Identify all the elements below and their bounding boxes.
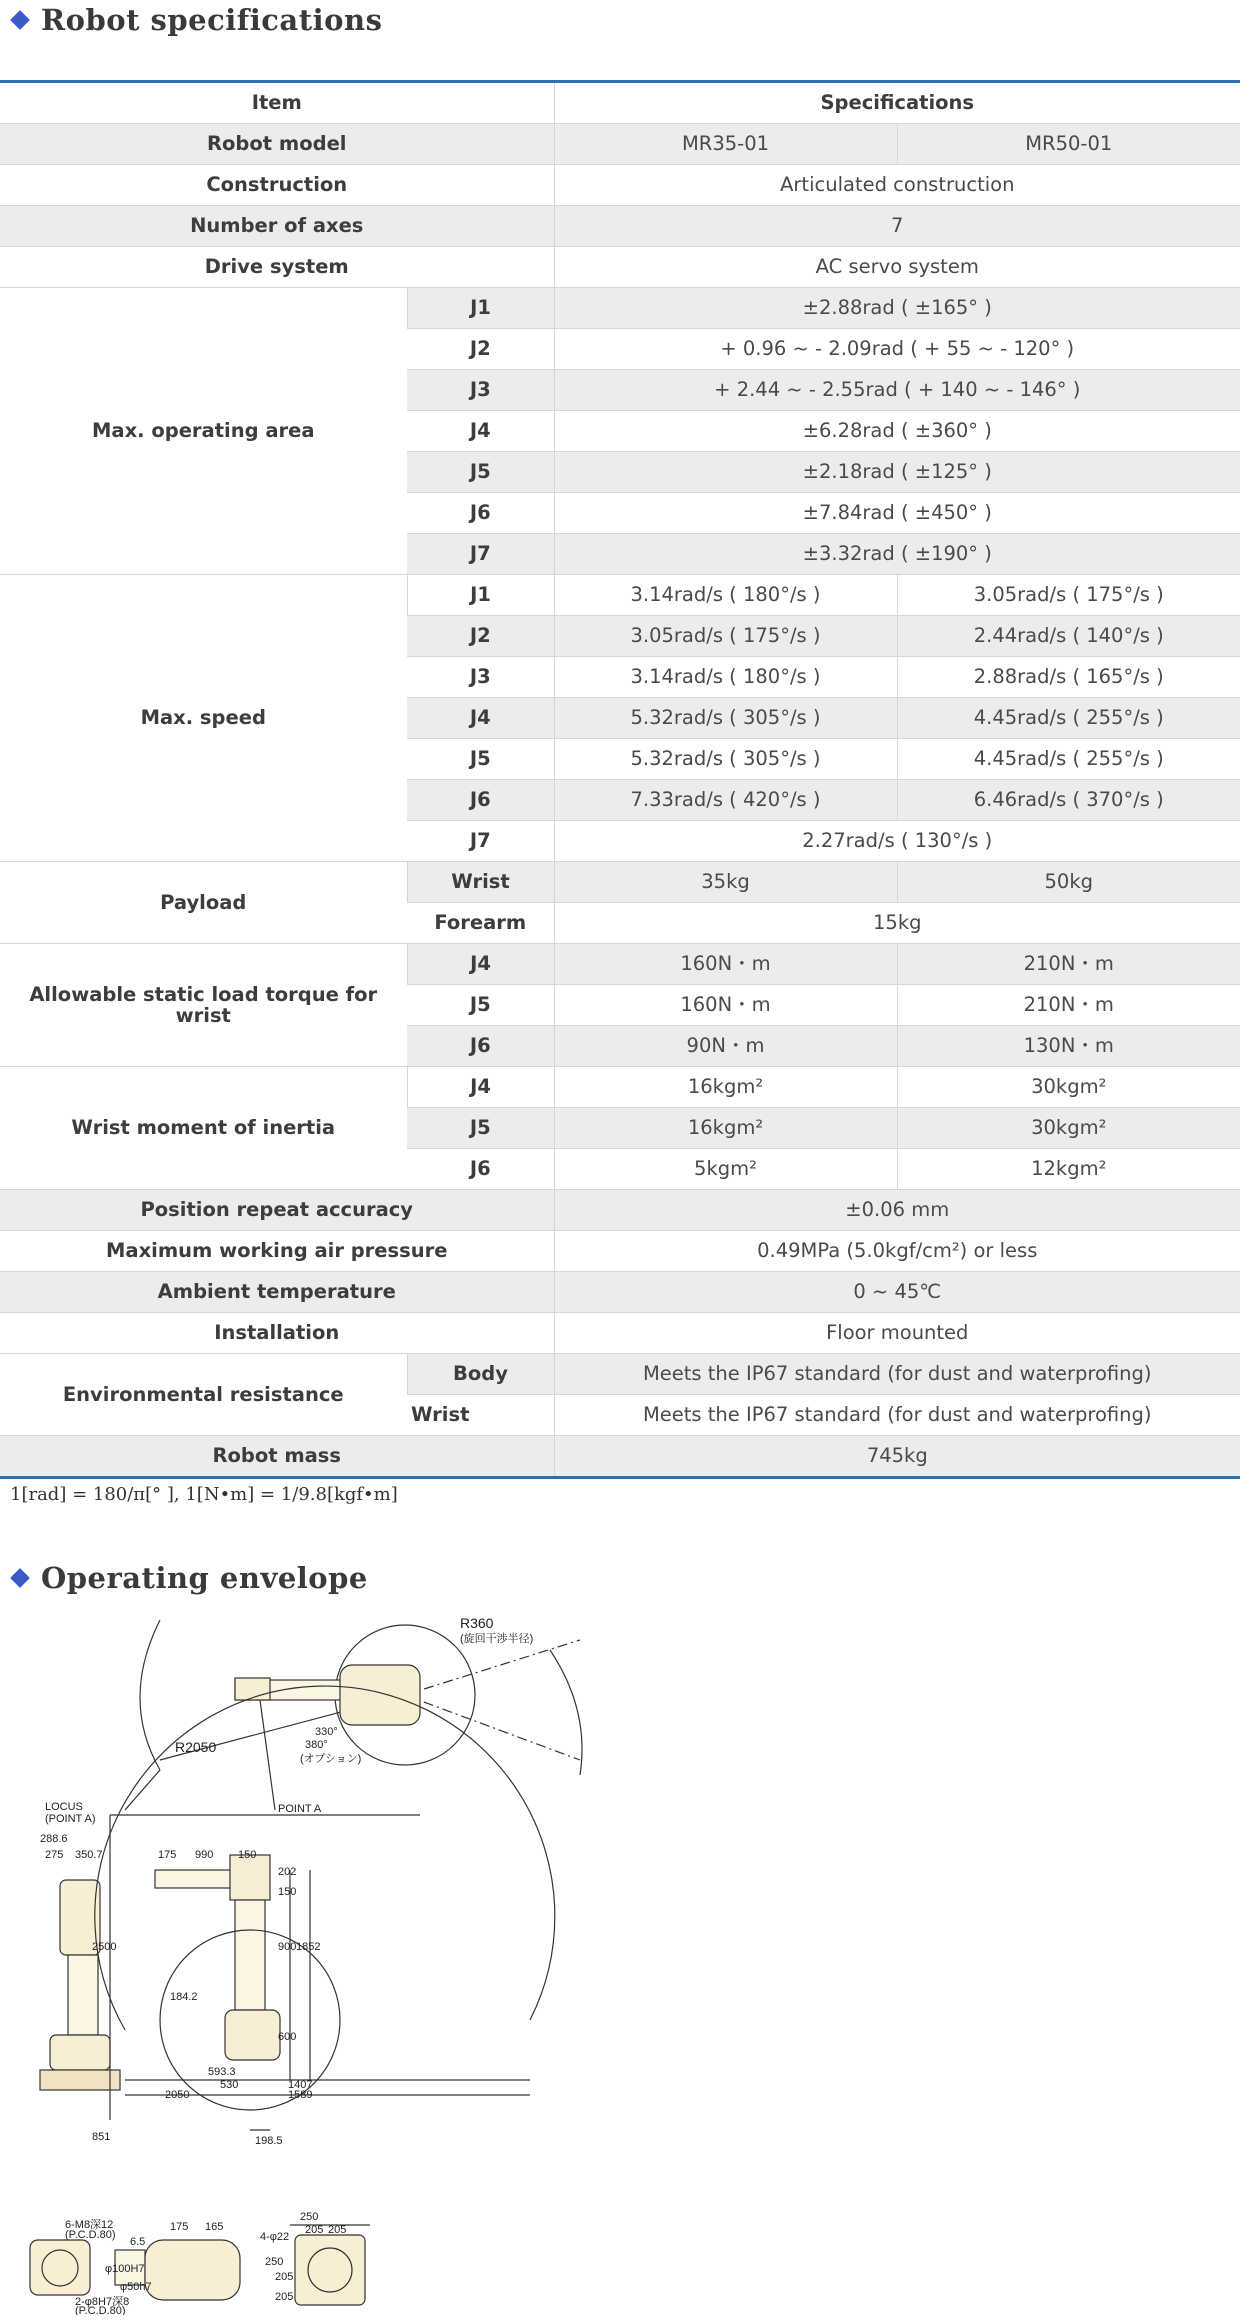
- joint-label: Wrist: [407, 862, 554, 903]
- cell-value: 4.45rad/s ( 255°/s ): [897, 739, 1240, 780]
- joint-label: J2: [407, 329, 554, 370]
- group-label: Payload: [0, 862, 407, 944]
- dim-label: 380°: [305, 1739, 328, 1751]
- row-label: Position repeat accuracy: [0, 1190, 554, 1231]
- cell-value: 90N・m: [554, 1026, 897, 1067]
- cell-value: ±7.84rad ( ±450° ): [554, 493, 1240, 534]
- cell-value: 0.49MPa (5.0kgf/cm²) or less: [554, 1231, 1240, 1272]
- cell-value: 16kgm²: [554, 1108, 897, 1149]
- cell-value: ±6.28rad ( ±360° ): [554, 411, 1240, 452]
- wrist-shape: [235, 1678, 270, 1700]
- cell-value: 130N・m: [897, 1026, 1240, 1067]
- cell-value: 2.44rad/s ( 140°/s ): [897, 616, 1240, 657]
- cell-value: 160N・m: [554, 985, 897, 1026]
- group-label: Environmental resistance: [0, 1354, 407, 1436]
- base-shape: [340, 1665, 420, 1725]
- dim-label: 184.2: [170, 1991, 198, 2003]
- robot-base-shape: [50, 2035, 110, 2070]
- table-row: [0, 165, 1240, 206]
- dim-label: 6-M8深12: [65, 2219, 114, 2231]
- leader-line: [260, 1700, 275, 1810]
- spec-table: [0, 80, 1240, 1479]
- cell-value: AC servo system: [554, 247, 1240, 288]
- dim-label: 2500: [92, 1941, 117, 1953]
- cell-value: 2.88rad/s ( 165°/s ): [897, 657, 1240, 698]
- base-plate-shape: [295, 2235, 365, 2305]
- cell-value: 35kg: [554, 862, 897, 903]
- dim-label: 350.7: [75, 1849, 103, 1861]
- diamond-bullet-icon: [10, 10, 30, 30]
- dim-label: 990: [195, 1849, 214, 1861]
- table-row: [0, 1067, 1240, 1108]
- cell-value: 0 ~ 45℃: [554, 1272, 1240, 1313]
- joint-label: J5: [407, 1108, 554, 1149]
- dim-label: (P.C.D.80): [75, 2305, 126, 2315]
- spec-header: Specifications: [554, 82, 1240, 124]
- base-detail-view: [290, 2225, 370, 2305]
- spec-section-title-text: Robot specifications: [41, 3, 383, 37]
- dim-label: 288.6: [40, 1833, 68, 1845]
- dim-label: 1407: [288, 2079, 313, 2091]
- cell-value: 16kgm²: [554, 1067, 897, 1108]
- cell-value: 2.27rad/s ( 130°/s ): [554, 821, 1240, 862]
- dim-label: 150: [278, 1886, 297, 1898]
- joint-label: Wrist: [407, 1395, 554, 1436]
- dim-label: 4-φ22: [260, 2231, 290, 2243]
- cell-value: MR35-01: [554, 124, 897, 165]
- table-row: [0, 1190, 1240, 1231]
- joint-label: J1: [407, 575, 554, 616]
- row-label: Robot mass: [0, 1436, 554, 1478]
- dim-label: R360: [460, 1615, 494, 1631]
- cell-value: 30kgm²: [897, 1067, 1240, 1108]
- dim-label: 2050: [165, 2089, 190, 2101]
- elbow-shape: [230, 1855, 270, 1900]
- table-row: [0, 1313, 1240, 1354]
- dim-label: 250: [265, 2256, 284, 2268]
- wrist-body-shape: [145, 2240, 240, 2300]
- cell-value: 160N・m: [554, 944, 897, 985]
- cell-value: 3.05rad/s ( 175°/s ): [897, 575, 1240, 616]
- group-label: Wrist moment of inertia: [0, 1067, 407, 1190]
- cell-value: 3.14rad/s ( 180°/s ): [554, 575, 897, 616]
- dim-label: φ100H7: [105, 2263, 145, 2275]
- cell-value: 745kg: [554, 1436, 1240, 1478]
- cell-value: ±2.88rad ( ±165° ): [554, 288, 1240, 329]
- table-row: [0, 206, 1240, 247]
- cell-value: 4.45rad/s ( 255°/s ): [897, 698, 1240, 739]
- table-row: [0, 1354, 1240, 1395]
- row-label: Ambient temperature: [0, 1272, 554, 1313]
- envelope-section-title: [8, 1560, 368, 1596]
- dim-label: 330°: [315, 1726, 338, 1738]
- row-label: Robot model: [0, 124, 554, 165]
- dim-label: (P.C.D.80): [65, 2229, 116, 2241]
- unit-note: 1[rad] = 180/π[° ], 1[N•m] = 1/9.8[kgf•m]: [10, 1484, 398, 1505]
- table-row: [0, 124, 1240, 165]
- cell-value: 5.32rad/s ( 305°/s ): [554, 698, 897, 739]
- joint-label: J5: [407, 452, 554, 493]
- group-label: Max. operating area: [0, 288, 407, 575]
- cell-value: Floor mounted: [554, 1313, 1240, 1354]
- dim-label: 851: [92, 2131, 111, 2143]
- table-row: [0, 1231, 1240, 1272]
- robot-foot-shape: [40, 2070, 120, 2090]
- spec-section-title: [8, 2, 382, 38]
- dim-label: 198.5: [255, 2135, 283, 2147]
- cell-value: 3.14rad/s ( 180°/s ): [554, 657, 897, 698]
- cell-value: 12kgm²: [897, 1149, 1240, 1190]
- table-row: [0, 1436, 1240, 1478]
- joint-label: J6: [407, 780, 554, 821]
- diamond-bullet-icon: [10, 1568, 30, 1588]
- row-label: Maximum working air pressure: [0, 1231, 554, 1272]
- table-row: [0, 288, 1240, 329]
- cell-value: 6.46rad/s ( 370°/s ): [897, 780, 1240, 821]
- dim-label: 165: [205, 2221, 224, 2233]
- cell-value: 7: [554, 206, 1240, 247]
- dim-label: 205: [305, 2224, 324, 2236]
- cell-value: 7.33rad/s ( 420°/s ): [554, 780, 897, 821]
- dim-label: (旋回干渉半径): [460, 1633, 534, 1645]
- cell-value: MR50-01: [897, 124, 1240, 165]
- joint-label: J2: [407, 616, 554, 657]
- dim-label: 1589: [288, 2089, 313, 2101]
- dim-label: 275: [45, 1849, 64, 1861]
- cell-value: ±0.06 mm: [554, 1190, 1240, 1231]
- table-row: [0, 944, 1240, 985]
- operating-envelope-drawing: [20, 1600, 600, 2315]
- table-header-row: [0, 82, 1240, 124]
- joint-label: J5: [407, 739, 554, 780]
- envelope-section-title-text: Operating envelope: [41, 1561, 368, 1595]
- joint-label: J7: [407, 821, 554, 862]
- cell-value: ±2.18rad ( ±125° ): [554, 452, 1240, 493]
- dim-label: 205: [275, 2291, 294, 2303]
- top-view: [125, 1620, 582, 1810]
- dim-label: 250: [300, 2211, 319, 2223]
- envelope-arc-right: [550, 1650, 582, 1775]
- cell-value: 15kg: [554, 903, 1240, 944]
- joint-label: J5: [407, 985, 554, 1026]
- cell-value: 30kgm²: [897, 1108, 1240, 1149]
- cell-value: + 2.44 ~ - 2.55rad ( + 140 ~ - 146° ): [554, 370, 1240, 411]
- table-row: [0, 1272, 1240, 1313]
- envelope-arc-left: [140, 1620, 160, 1770]
- dim-label: 1852: [296, 1941, 321, 1953]
- cell-value: 5kgm²: [554, 1149, 897, 1190]
- cell-value: 210N・m: [897, 985, 1240, 1026]
- cell-value: + 0.96 ~ - 2.09rad ( + 55 ~ - 120° ): [554, 329, 1240, 370]
- cell-value: Articulated construction: [554, 165, 1240, 206]
- row-label: Installation: [0, 1313, 554, 1354]
- dim-label: LOCUS: [45, 1801, 83, 1813]
- group-label: Allowable static load torque for wrist: [0, 944, 407, 1067]
- dim-label: (オプション): [300, 1753, 362, 1765]
- table-row: [0, 247, 1240, 288]
- joint-label: J4: [407, 411, 554, 452]
- joint-label: J6: [407, 1149, 554, 1190]
- dim-label: 900: [278, 1941, 297, 1953]
- flange-face-shape: [30, 2240, 90, 2295]
- joint-label: J6: [407, 493, 554, 534]
- dim-label: 150: [238, 1849, 257, 1861]
- row-label: Number of axes: [0, 206, 554, 247]
- dim-label: 530: [220, 2079, 239, 2091]
- joint-label: J3: [407, 370, 554, 411]
- joint-label: J6: [407, 1026, 554, 1067]
- cell-value: 5.32rad/s ( 305°/s ): [554, 739, 897, 780]
- item-header: Item: [0, 82, 554, 124]
- joint-label: J4: [407, 698, 554, 739]
- dim-label: 205: [275, 2271, 294, 2283]
- cell-value: Meets the IP67 standard (for dust and waterprofing): [554, 1354, 1240, 1395]
- dim-label: 202: [278, 1866, 297, 1878]
- dim-label: 175: [158, 1849, 177, 1861]
- table-row: [0, 575, 1240, 616]
- dim-label: 600: [278, 2031, 297, 2043]
- dim-label: 2-φ8H7深8: [75, 2296, 130, 2308]
- dim-label: R2050: [175, 1739, 217, 1755]
- cell-value: 210N・m: [897, 944, 1240, 985]
- cell-value: 50kg: [897, 862, 1240, 903]
- table-row: [0, 862, 1240, 903]
- cell-value: Meets the IP67 standard (for dust and waterprofing): [554, 1395, 1240, 1436]
- group-label: Max. speed: [0, 575, 407, 862]
- center-line: [405, 1695, 580, 1760]
- joint-label: J1: [407, 288, 554, 329]
- dim-label: (POINT A): [45, 1813, 96, 1825]
- joint-label: J4: [407, 944, 554, 985]
- joint-label: J7: [407, 534, 554, 575]
- cell-value: ±3.32rad ( ±190° ): [554, 534, 1240, 575]
- center-line: [405, 1640, 580, 1695]
- joint-label: Body: [407, 1354, 554, 1395]
- dim-label: 175: [170, 2221, 189, 2233]
- cell-value: 3.05rad/s ( 175°/s ): [554, 616, 897, 657]
- row-label: Construction: [0, 165, 554, 206]
- joint-label: J4: [407, 1067, 554, 1108]
- dim-label: 593.3: [208, 2066, 236, 2078]
- dim-label: 205: [328, 2224, 347, 2236]
- dim-label: φ50h7: [120, 2281, 152, 2293]
- dim-label: 6.5: [130, 2236, 146, 2248]
- joint-label: J3: [407, 657, 554, 698]
- row-label: Drive system: [0, 247, 554, 288]
- robot-arm-shape: [68, 1955, 98, 2035]
- lower-arm-shape: [235, 1900, 265, 2010]
- robot-base-shape: [225, 2010, 280, 2060]
- joint-label: Forearm: [407, 903, 554, 944]
- dim-label: POINT A: [278, 1803, 322, 1815]
